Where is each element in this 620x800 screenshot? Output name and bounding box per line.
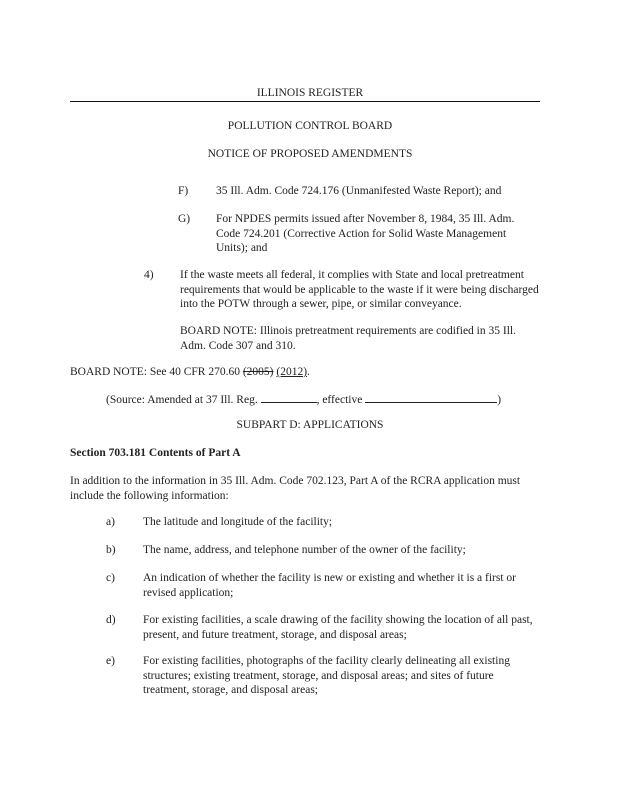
- item-c-text: An indication of whether the facility is new or existing and whether it is a first or revised application;: [143, 572, 517, 599]
- reg-blank: [261, 392, 317, 403]
- item-e-text: For existing facilities, photographs of the facility clearly delineating all existing structures; existing treatment, storage, and disposal areas; and sites of future treatment, storage, and disposal areas;: [143, 655, 510, 696]
- source-line: [106, 392, 546, 408]
- subpart-heading: SUBPART D: APPLICATIONS: [236, 419, 384, 431]
- notice-title: NOTICE OF PROPOSED AMENDMENTS: [207, 148, 413, 160]
- item-e-label: e): [106, 655, 115, 667]
- item-g-label: G): [178, 213, 191, 225]
- header-rule: [70, 101, 540, 102]
- inserted-year: (2012): [276, 366, 308, 378]
- source-mid: , effective: [316, 394, 366, 406]
- item-f-label: F): [178, 185, 189, 197]
- board-note: [70, 365, 540, 380]
- effective-blank: [365, 392, 497, 403]
- board-note-suffix: .: [307, 366, 310, 378]
- item-a-text: The latitude and longitude of the facility;: [143, 516, 333, 528]
- item-4-label: 4): [144, 269, 154, 281]
- item-g-text: For NPDES permits issued after November 8, 1984, 35 Ill. Adm. Code 724.201 (Corrective Action for Solid Waste Management Units); and: [216, 213, 515, 254]
- pretreatment-board-note: BOARD NOTE: Illinois pretreatment requirements are codified in 35 Ill. Adm. Code 307 and 310.: [180, 325, 516, 352]
- section-title: Section 703.181 Contents of Part A: [70, 447, 241, 459]
- item-4-text: If the waste meets all federal, it complies with State and local pretreatment requirements that would be applicable to the waste if it were being discharged into the POTW through a sewer, pipe, or similar conveyance.: [180, 269, 539, 310]
- item-d-text: For existing facilities, a scale drawing of the facility showing the location of all past, present, and future treatment, storage, and disposal areas;: [143, 614, 533, 641]
- item-f-text: 35 Ill. Adm. Code 724.176 (Unmanifested Waste Report); and: [216, 185, 502, 197]
- item-d-label: d): [106, 614, 116, 626]
- source-prefix: (Source: Amended at 37 Ill. Reg.: [106, 394, 261, 406]
- item-a-label: a): [106, 516, 115, 528]
- source-suffix: ): [497, 394, 502, 406]
- board-title: POLLUTION CONTROL BOARD: [227, 120, 393, 132]
- struck-year: (2005): [242, 366, 274, 378]
- item-c-label: c): [106, 572, 115, 584]
- item-b-label: b): [106, 544, 116, 556]
- register-title: ILLINOIS REGISTER: [256, 87, 364, 99]
- item-b-text: The name, address, and telephone number of the owner of the facility;: [143, 544, 466, 556]
- section-intro: In addition to the information in 35 Ill. Adm. Code 702.123, Part A of the RCRA application must include the following information:: [70, 475, 521, 502]
- board-note-prefix: BOARD NOTE: See 40 CFR 270.60: [70, 366, 243, 378]
